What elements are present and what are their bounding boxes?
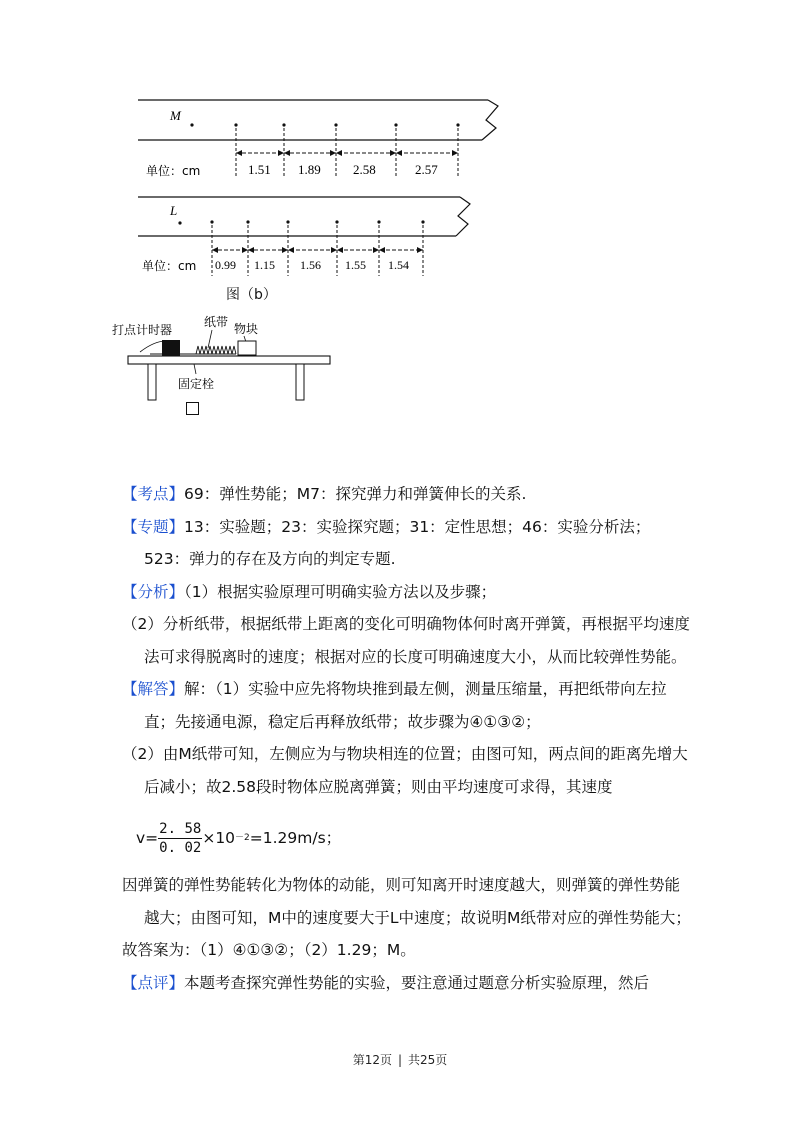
tape-m xyxy=(138,100,498,178)
zhuanti-tag: 【专题】 xyxy=(122,517,185,536)
solution-text xyxy=(122,478,692,999)
block xyxy=(238,341,256,355)
spring xyxy=(196,346,236,354)
velocity-formula: v= $\frac{2. 58}{0. 02}$ ×10 －2 =1.29m/s； xyxy=(136,820,342,856)
table-top xyxy=(128,356,330,364)
fenxi-paragraph: 【分析】（1）根据实验原理可明确实验方法以及步骤； xyxy=(122,582,497,601)
tape-l-seg-1: 0.99 xyxy=(215,258,236,272)
velocity-fraction: $\frac{2. 58}{0. 02}$ xyxy=(159,820,202,856)
answer-line: 故答案为：（1）④①③②；（2）1.29；M。 xyxy=(122,941,416,959)
tape-l-dots xyxy=(210,220,424,223)
page-total: 共25页 xyxy=(408,1053,448,1067)
kaodian-tag: 【考点】 xyxy=(122,485,185,503)
tape-l-seg-2: 1.15 xyxy=(254,258,275,272)
dianping-tag: 【点评】 xyxy=(122,973,185,992)
tape-m-seg-2: 1.89 xyxy=(298,162,321,177)
tape-l xyxy=(138,197,470,276)
tape-m-seg-1: 1.51 xyxy=(248,162,271,177)
jieda-tag: 【解答】 xyxy=(122,680,185,698)
figure-b-caption: 图（b） xyxy=(226,287,277,303)
zhuanti-paragraph-cont: 523：弹力的存在及方向的判定专题. xyxy=(144,550,396,568)
figure-box-caption xyxy=(186,402,199,415)
kaodian-paragraph: 【考点】69：弹性势能；M7：探究弹力和弹簧伸长的关系. xyxy=(122,485,527,503)
tape-l-seg-4: 1.55 xyxy=(345,258,366,272)
tape-l-label: L xyxy=(170,203,178,218)
zhuanti-paragraph: 【专题】13：实验题；23：实验探究题；31：定性思想；46：实验分析法； xyxy=(122,517,651,536)
tape-m-unit: 单位：cm xyxy=(146,164,201,178)
fenxi-tag: 【分析】 xyxy=(122,582,185,601)
timer-label: 打点计时器 xyxy=(112,323,173,337)
fenxi-paragraph-2: （2）分析纸带，根据纸带上距离的变化可明确物体何时离开弹簧，再根据平均速度法可求得脱离时的速度；根据对应的长度可明确速度大小，从而比较弹性势能。 xyxy=(122,615,690,666)
dianping-paragraph: 【点评】本题考查探究弹性势能的实验，要注意通过题意分析实验原理，然后 xyxy=(122,973,650,992)
jieda-paragraph: 【解答】解：（1）实验中应先将物块推到最左侧，测量压缩量，再把纸带向左拉直；先接通电源，稳定后再释放纸带；故步骤为④①③②； xyxy=(122,680,667,731)
tape-m-dots xyxy=(234,123,459,126)
figure-b-tapes xyxy=(120,90,520,280)
tape-label: 纸带 xyxy=(204,315,229,329)
bolt-label: 固定栓 xyxy=(178,377,215,391)
page-number: 第12页 xyxy=(352,1053,392,1067)
page-footer: 第12页 | 共25页 xyxy=(352,1053,448,1067)
jieda-paragraph-2: （2）由M纸带可知，左侧应为与物块相连的位置；由图可知，两点间的距离先增大后减小；故2.58段时物体应脱离弹簧；则由平均速度可求得，其速度 xyxy=(122,745,688,796)
tape-l-unit: 单位：cm xyxy=(142,259,197,273)
jieda-paragraph-3: 因弹簧的弹性势能转化为物体的动能，则可知离开时速度越大，则弹簧的弹性势能越大；由图可知，M中的速度要大于L中速度；故说明M纸带对应的弹性势能大； xyxy=(122,876,691,927)
block-label: 物块 xyxy=(234,322,259,336)
tape-m-seg-3: 2.58 xyxy=(353,162,376,177)
tape-l-seg-5: 1.54 xyxy=(388,258,409,272)
setup-figure xyxy=(110,308,350,408)
tape-m-label: M xyxy=(170,108,181,123)
tape-l-seg-3: 1.56 xyxy=(300,258,321,272)
tape-m-seg-4: 2.57 xyxy=(415,162,438,177)
